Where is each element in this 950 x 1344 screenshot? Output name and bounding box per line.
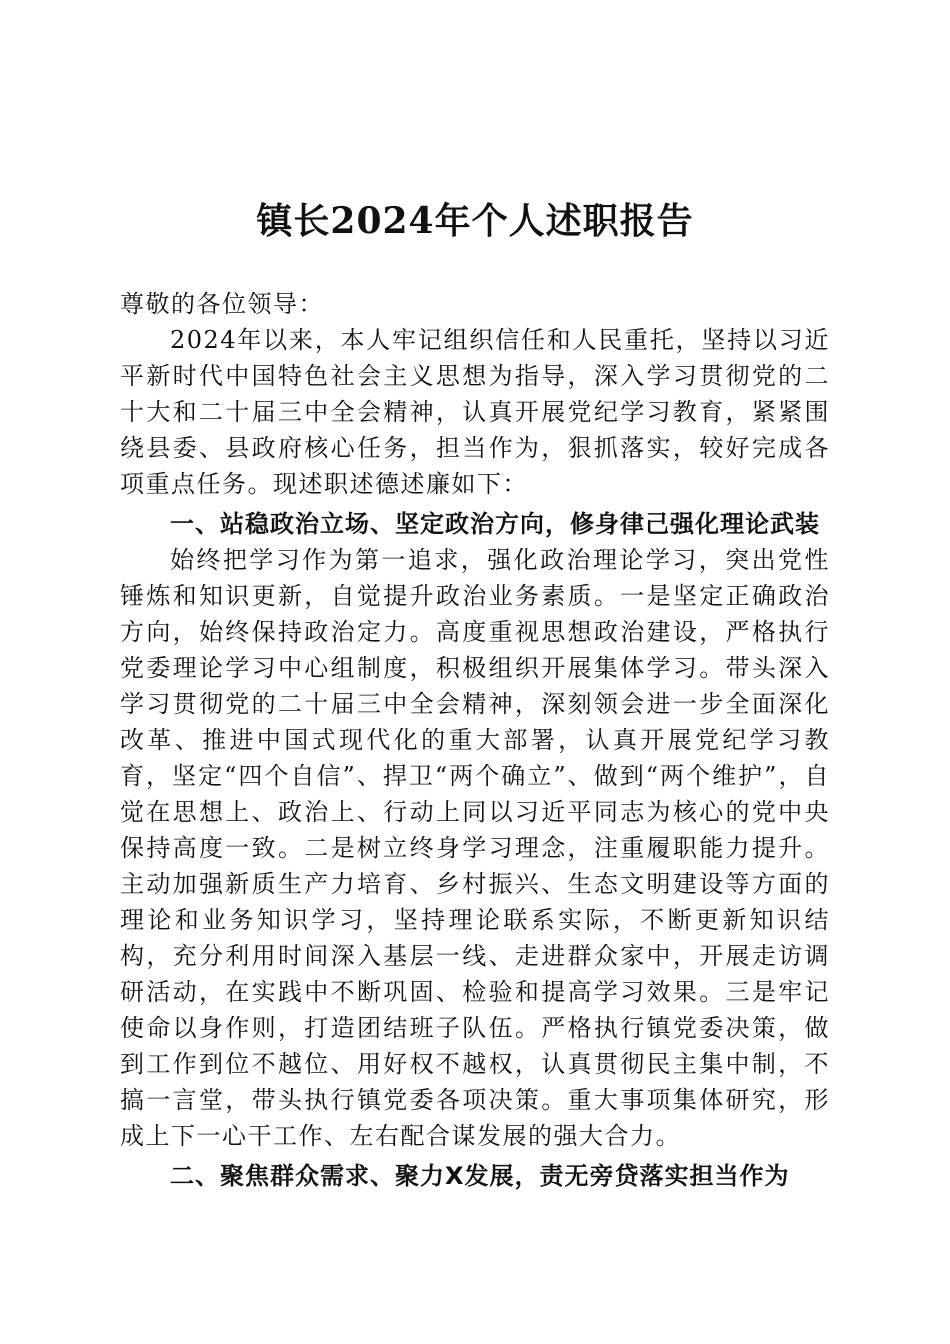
document-body [120,286,830,1194]
intro-paragraph: 2024年以来，本人牢记组织信任和人民重托，坚持以习近平新时代中国特色社会主义思想为指导，深入学习贯彻党的二十大和二十届三中全会精神，认真开展党纪学习教育，紧紧围绕县委、县政府核心任务，担当作为，狠抓落实，较好完成各项重点任务。现述职述德述廉如下： [120,326,830,498]
document-title: 镇长2024年个人述职报告 [256,200,694,242]
salutation: 尊敬的各位领导： [120,290,324,318]
section-2-heading: 二、聚焦群众需求、聚力X发展，责无旁贷落实担当作为 [170,1162,790,1190]
section-1-heading: 一、站稳政治立场、坚定政治方向，修身律己强化理论武装 [170,510,820,538]
section-1-paragraph: 始终把学习作为第一追求，强化政治理论学习，突出党性锤炼和知识更新，自觉提升政治业务素质。一是坚定正确政治方向，始终保持政治定力。高度重视思想政治建设，严格执行党委理论学习中心组制度，积极组织开展集体学习。带头深入学习贯彻党的二十届三中全会精神，深刻领会进一步全面深化改革、推进中国式现代化的重大部署，认真开展党纪学习教育，坚定“四个自信”、捍卫“两个确立”、做到“两个维护”，自觉在思想上、政治上、行动上同以习近平同志为核心的党中央保持高度一致。二是树立终身学习理念，注重履职能力提升。主动加强新质生产力培育、乡村振兴、生态文明建设等方面的理论和业务知识学习，坚持理论联系实际，不断更新知识结构，充分利用时间深入基层一线、走进群众家中，开展走访调研活动，在实践中不断巩固、检验和提高学习效果。三是牢记使命以身作则，打造团结班子队伍。严格执行镇党委决策，做到工作到位不越位、用好权不越权，认真贯彻民主集中制，不搞一言堂，带头执行镇党委各项决策。重大事项集体研究，形成上下一心干工作、左右配合谋发展的强大合力。 [120,546,830,1150]
